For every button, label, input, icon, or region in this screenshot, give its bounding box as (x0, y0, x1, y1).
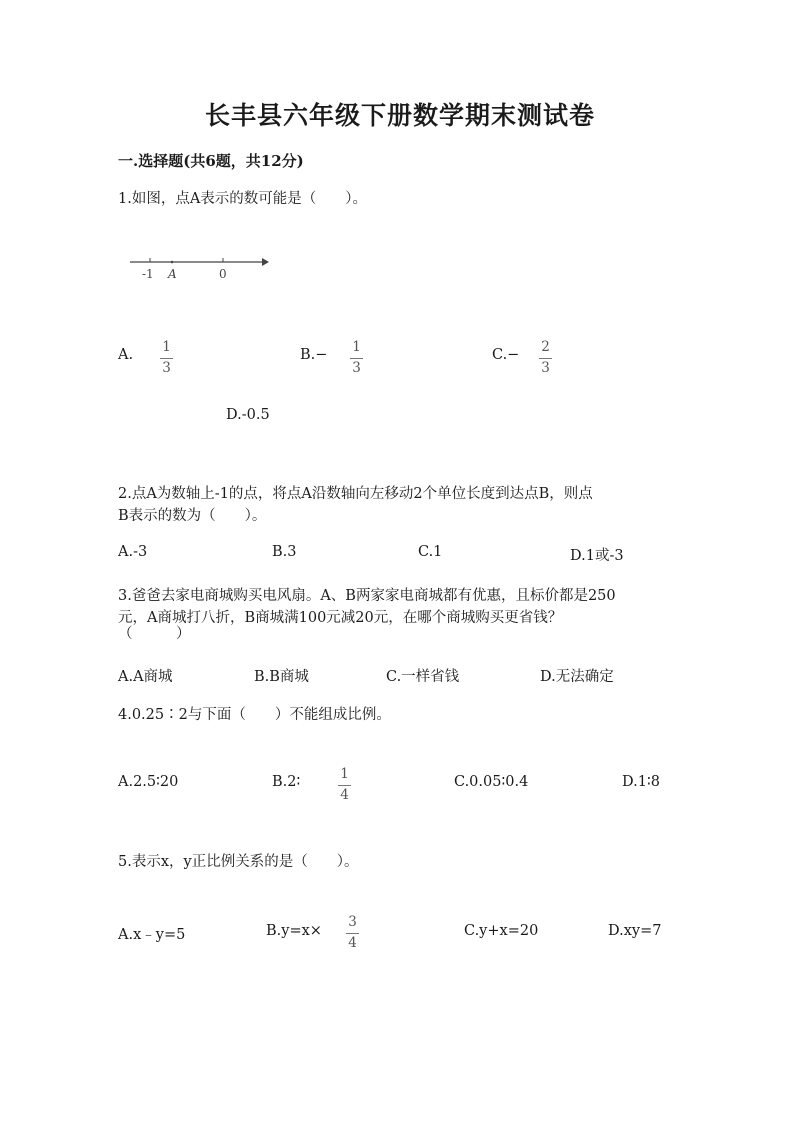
fraction-denominator: 3 (162, 359, 171, 376)
q1-option-a-fraction (160, 341, 173, 375)
fraction-numerator: 2 (541, 339, 550, 355)
q3-option-c: C.一样省钱 (386, 669, 460, 685)
q5-option-a: A.x﹣y=5 (118, 927, 186, 943)
q2-option-c: C.1 (418, 544, 443, 560)
q2-option-b: B.3 (272, 544, 297, 560)
q4-option-b-fraction (338, 768, 351, 802)
question-1-text: 1.如图，点A表示的数可能是（ ）。 (118, 191, 368, 207)
fraction-numerator: 1 (352, 339, 361, 355)
q5-option-c: C.y+x=20 (464, 923, 539, 939)
number-line-figure (126, 252, 276, 286)
q5-option-b-label: B.y=x× (266, 923, 322, 939)
fraction-denominator: 4 (340, 786, 349, 803)
fraction-bar (539, 358, 552, 359)
question-3-line-2: 元，A商城打八折，B商城满100元减20元，在哪个商城购买更省钱？ (118, 610, 563, 626)
q4-option-a: A.2.5∶20 (118, 774, 179, 790)
fraction-numerator: 1 (162, 339, 171, 355)
question-3-line-1: 3.爸爸去家电商城购买电风扇。A、B两家家电商城都有优惠，且标价都是250 (118, 588, 616, 604)
q5-option-b-fraction (346, 916, 359, 950)
fraction-bar (346, 933, 359, 934)
question-4-text: 4.0.25∶2与下面（ ）不能组成比例。 (118, 707, 391, 723)
fraction-denominator: 3 (352, 359, 361, 376)
question-2-line-1: 2.点A为数轴上-1的点，将点A沿数轴向左移动2个单位长度到达点B，则点 (118, 486, 593, 502)
q1-option-b-label: B.− (300, 347, 328, 363)
fraction-bar (160, 358, 173, 359)
q3-option-a: A.A商城 (118, 669, 173, 685)
q3-option-d: D.无法确定 (540, 669, 614, 685)
q1-option-c-label: C.− (492, 347, 520, 363)
q4-option-c: C.0.05∶0.4 (454, 774, 529, 790)
q1-option-a-label: A. (118, 347, 134, 363)
question-5-text: 5.表示x，y正比例关系的是（ ）。 (118, 854, 359, 870)
q3-option-b: B.B商城 (254, 669, 309, 685)
question-3-line-3: （ ） (118, 626, 191, 642)
fraction-numerator: 3 (348, 914, 357, 930)
q1-option-c-fraction (539, 341, 552, 375)
fraction-bar (338, 785, 351, 786)
section-heading: 一.选择题(共6题，共12分) (118, 152, 304, 170)
fraction-bar (350, 358, 363, 359)
q2-option-a: A.-3 (118, 544, 148, 560)
page-title: 长丰县六年级下册数学期末测试卷 (204, 101, 595, 130)
label-minus-one: -1 (142, 267, 154, 281)
number-line-arrow (262, 258, 269, 266)
question-2-line-2: B表示的数为（ ）。 (118, 508, 267, 524)
q1-option-b-fraction (350, 341, 363, 375)
label-zero: 0 (219, 267, 227, 281)
fraction-denominator: 4 (348, 934, 357, 951)
q2-option-d: D.1或-3 (570, 548, 624, 564)
fraction-denominator: 3 (541, 359, 550, 376)
q5-option-d: D.xy=7 (608, 923, 662, 939)
q1-option-d: D.-0.5 (226, 407, 270, 423)
label-point-a: A (168, 267, 177, 281)
q4-option-b-label: B.2∶ (272, 774, 301, 790)
q4-option-d: D.1∶8 (622, 774, 660, 790)
fraction-numerator: 1 (340, 766, 349, 782)
point-a (171, 261, 174, 264)
